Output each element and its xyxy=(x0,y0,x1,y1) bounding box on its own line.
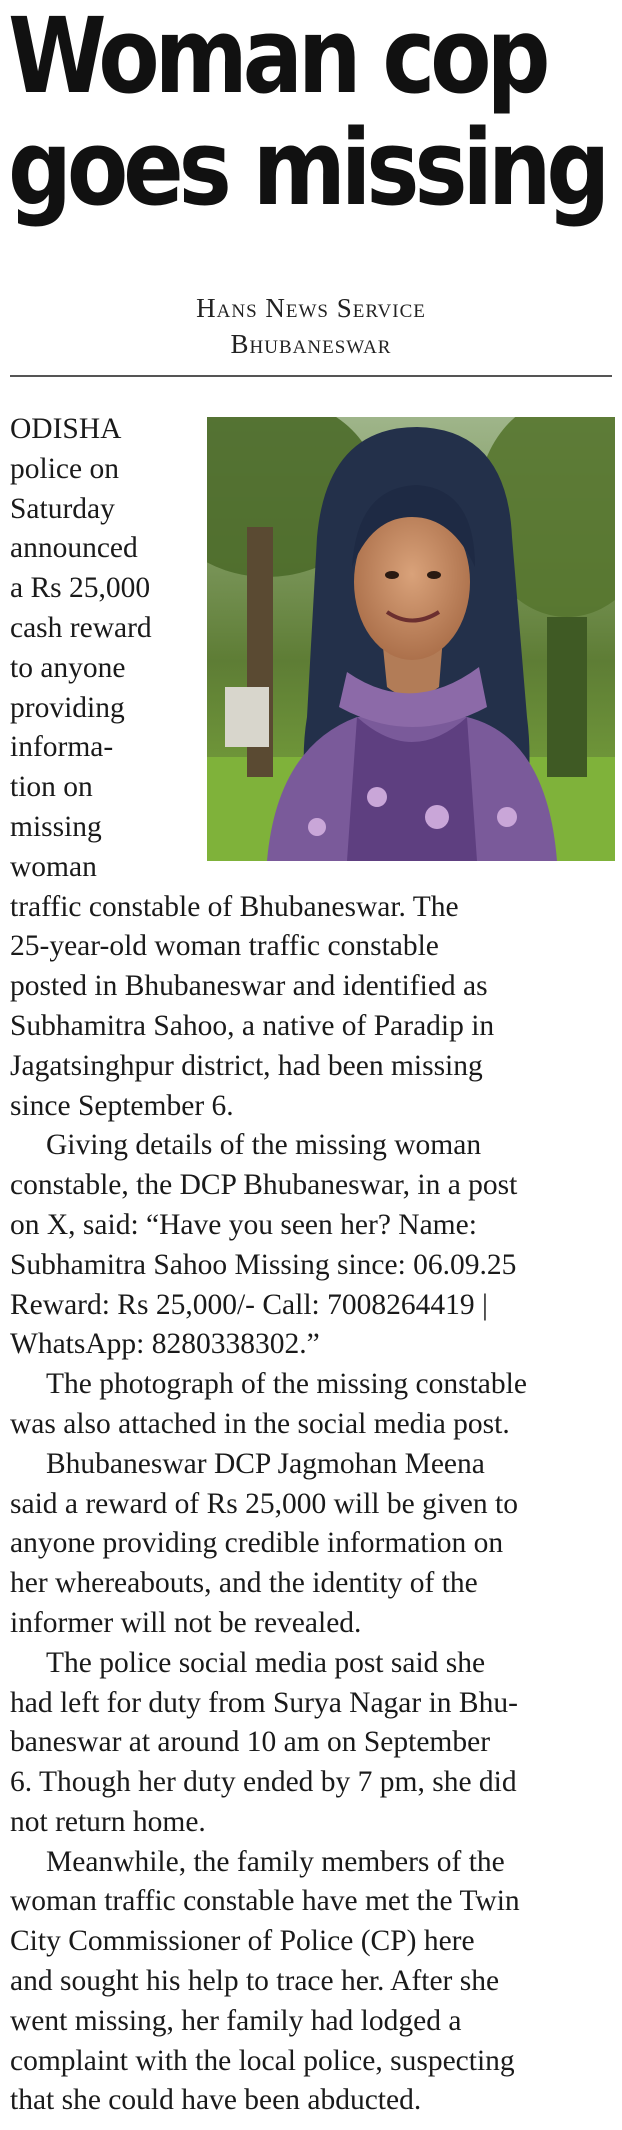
paragraph-5 xyxy=(10,1644,615,1843)
paragraph-line: had left for duty from Surya Nagar in Bhu- xyxy=(10,1686,518,1719)
intro-line: tion on xyxy=(10,771,93,804)
intro-line: cash reward xyxy=(10,611,152,644)
intro-line: police on xyxy=(10,452,119,485)
paragraph-line: on X, said: “Have you seen her? Name: xyxy=(10,1208,477,1241)
paragraph-line: posted in Bhubaneswar and identified as xyxy=(10,970,488,1003)
intro-line: missing xyxy=(10,810,102,843)
paragraph-line-indented xyxy=(10,1843,615,1883)
headline-line-2: goes missing xyxy=(8,107,606,229)
intro-line: announced xyxy=(10,532,138,565)
paragraph-line: constable, the DCP Bhubaneswar, in a post xyxy=(10,1169,518,1202)
paragraph-line: not return home. xyxy=(10,1805,206,1838)
paragraph-line: went missing, her family had lodged a xyxy=(10,2004,462,2037)
intro-line: to anyone xyxy=(10,651,126,684)
paragraph-line: that she could have been abducted. xyxy=(10,2084,422,2117)
paragraph-line: Subhamitra Sahoo Missing since: 06.09.25 xyxy=(10,1248,517,1281)
paragraph-line-text: The police social media post said she xyxy=(46,1646,486,1679)
paragraph-line-text: Meanwhile, the family members of the xyxy=(46,1845,505,1878)
paragraph-line: informer will not be revealed. xyxy=(10,1606,362,1639)
paragraph-line-indented xyxy=(10,1365,615,1405)
intro-line: woman xyxy=(10,850,97,883)
paragraph-3 xyxy=(10,1365,615,1445)
intro-line: informa- xyxy=(10,731,114,764)
paragraph-line: Jagatsinghpur district, had been missing xyxy=(10,1049,483,1082)
intro-line: Saturday xyxy=(10,492,115,525)
paragraph-line-indented xyxy=(10,1644,615,1684)
intro-line: ODISHA xyxy=(10,413,122,445)
byline-place: Bhubaneswar xyxy=(230,329,392,359)
paragraph-line: anyone providing credible information on xyxy=(10,1527,504,1560)
paragraph-line: traffic constable of Bhubaneswar. The xyxy=(10,890,459,923)
paragraph-line: Subhamitra Sahoo, a native of Paradip in xyxy=(10,1009,495,1042)
intro-column xyxy=(10,410,615,888)
paragraph-4 xyxy=(10,1445,615,1644)
paragraph-line-text: The photograph of the missing constable xyxy=(46,1368,527,1401)
paragraph-line: since September 6. xyxy=(10,1089,234,1122)
paragraph-line: City Commissioner of Police (CP) here xyxy=(10,1925,475,1958)
paragraph-2 xyxy=(10,1126,615,1365)
paragraph-line: was also attached in the social media post. xyxy=(10,1407,510,1440)
paragraph-line: 6. Though her duty ended by 7 pm, she did xyxy=(10,1766,517,1799)
paragraph-6 xyxy=(10,1843,615,2122)
headline-line-1: Woman cop xyxy=(8,0,546,117)
paragraph-line-text: Bhubaneswar DCP Jagmohan Meena xyxy=(46,1447,485,1480)
paragraph-line: woman traffic constable have met the Twin xyxy=(10,1885,520,1918)
byline-divider xyxy=(10,375,612,377)
paragraph-line-indented xyxy=(10,1445,615,1485)
paragraph-line: baneswar at around 10 am on September xyxy=(10,1726,491,1759)
paragraph-line: 25-year-old woman traffic constable xyxy=(10,930,439,963)
paragraph-line: Reward: Rs 25,000/- Call: 7008264419 | xyxy=(10,1288,488,1321)
byline xyxy=(0,290,622,362)
headline xyxy=(8,0,606,229)
intro-line: providing xyxy=(10,691,125,724)
paragraph-1 xyxy=(10,888,615,1127)
paragraph-line-indented xyxy=(10,1126,615,1166)
paragraph-line: said a reward of Rs 25,000 will be given to xyxy=(10,1487,518,1520)
paragraph-line: WhatsApp: 8280338302.” xyxy=(10,1328,320,1361)
paragraph-line-text: Giving details of the missing woman xyxy=(46,1129,482,1162)
paragraph-line: and sought his help to trace her. After she xyxy=(10,1965,500,1998)
intro-line: a Rs 25,000 xyxy=(10,572,151,605)
paragraph-line: complaint with the local police, suspecting xyxy=(10,2044,515,2077)
byline-service: Hans News Service xyxy=(196,293,426,323)
article-body xyxy=(10,410,615,2121)
paragraph-line: her whereabouts, and the identity of the xyxy=(10,1567,478,1600)
